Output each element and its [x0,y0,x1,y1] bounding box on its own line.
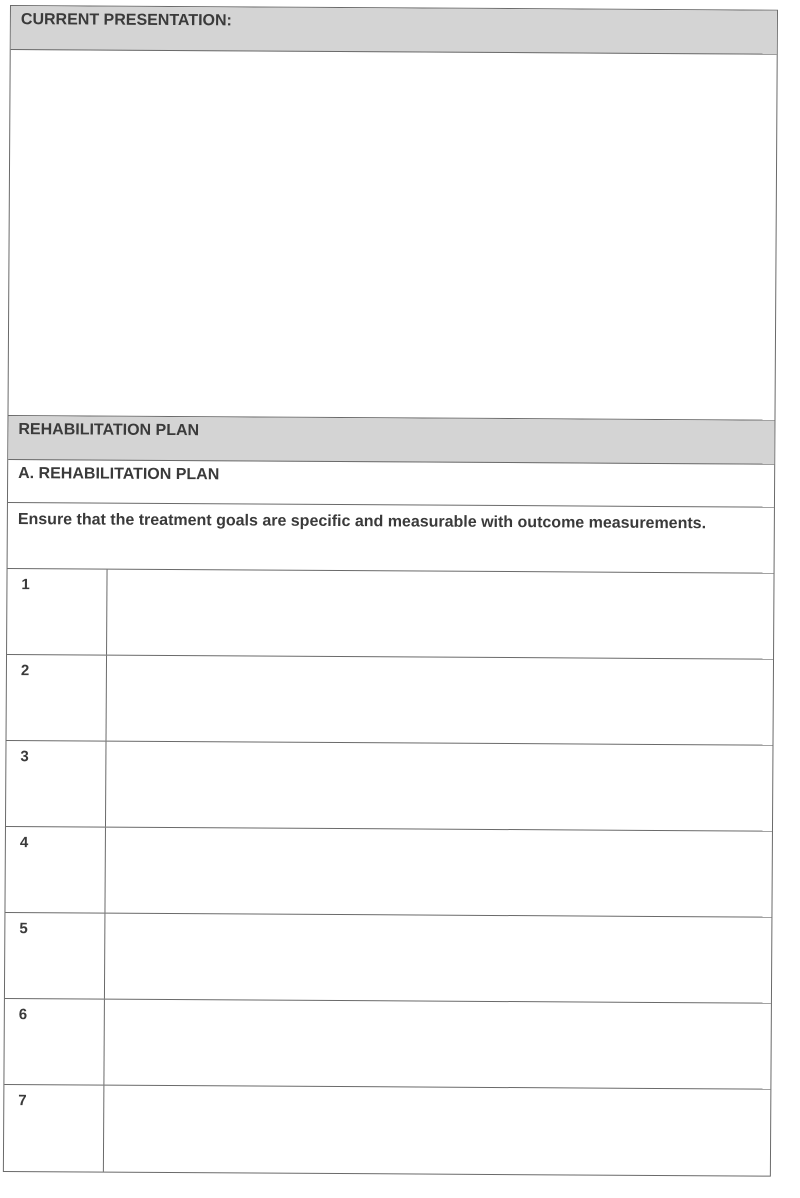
goal-field[interactable] [106,742,773,831]
goal-number: 5 [5,913,106,999]
instruction-text: Ensure that the treatment goals are specific and measurable with outcome measurements. [17,511,707,533]
section-a-title: A. REHABILITATION PLAN [18,465,220,484]
rehabilitation-plan-section-a [8,460,774,508]
goal-row [4,999,771,1090]
goal-number: 6 [4,999,105,1085]
goal-field[interactable] [104,1086,771,1176]
goal-field[interactable] [107,570,774,659]
goal-number: 2 [7,655,108,741]
goal-row [5,913,772,1004]
current-presentation-header [11,6,777,55]
goal-field[interactable] [107,656,774,745]
rehabilitation-plan-title: REHABILITATION PLAN [18,421,200,440]
goal-number: 1 [7,569,108,655]
goal-number: 7 [4,1085,105,1172]
goal-number: 4 [5,827,106,913]
goal-row [5,827,772,918]
current-presentation-field[interactable] [8,50,776,421]
goal-field[interactable] [105,914,772,1003]
goal-row [7,569,774,660]
goal-field[interactable] [104,1000,771,1089]
rehabilitation-plan-header [8,416,774,465]
goal-field[interactable] [105,828,772,917]
goal-number: 3 [6,741,107,827]
goal-row [7,655,774,746]
instruction-row [8,503,774,574]
current-presentation-title: CURRENT PRESENTATION: [20,11,232,30]
rehabilitation-form [3,5,778,1177]
goal-row [6,741,773,832]
goal-row [4,1085,771,1176]
